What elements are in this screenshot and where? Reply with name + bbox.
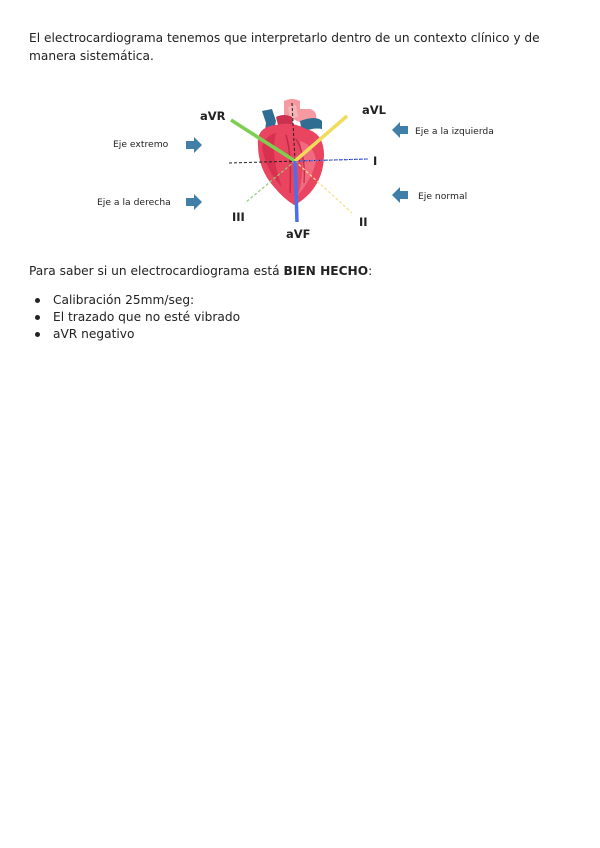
- arrow-left-icon: [392, 187, 408, 203]
- checklist-title-suffix: :: [368, 264, 373, 278]
- heart-illustration: [258, 99, 324, 205]
- list-item-text: El trazado que no esté vibrado: [53, 310, 241, 324]
- list-item-text: aVR negativo: [53, 327, 135, 341]
- bullet-icon: [35, 298, 40, 303]
- intro-paragraph: El electrocardiograma tenemos que interpretarlo dentro de un contexto clínico y de manera sistemática.: [29, 31, 540, 63]
- lead-label-avf: aVF: [286, 227, 311, 241]
- lead-label-avl: aVL: [362, 103, 386, 117]
- list-item: [29, 309, 240, 326]
- axis-note-extreme: Eje extremo: [113, 139, 169, 150]
- arrow-right-icon: [186, 137, 202, 153]
- bullet-icon: [35, 332, 40, 337]
- lead-label-ii: II: [359, 215, 368, 229]
- checklist-title-bold: BIEN HECHO: [283, 264, 369, 278]
- checklist-title-prefix: Para saber si un electrocardiograma está: [29, 264, 284, 278]
- checklist: [29, 292, 240, 343]
- checklist-title: [29, 262, 372, 280]
- ecg-axis-diagram: [0, 95, 600, 245]
- axis-note-right: Eje a la derecha: [97, 197, 171, 208]
- lead-label-iii: III: [232, 210, 245, 224]
- arrow-left-icon: [392, 122, 408, 138]
- list-item-text: Calibración 25mm/seg:: [53, 293, 195, 307]
- list-item: [29, 326, 240, 343]
- ecg-axis-figure: [0, 95, 600, 245]
- lead-label-i: I: [373, 154, 378, 168]
- bullet-icon: [35, 315, 40, 320]
- lead-label-avr: aVR: [200, 109, 226, 123]
- arrow-right-icon: [186, 194, 202, 210]
- lead-avf-line: [295, 161, 297, 222]
- axis-note-normal: Eje normal: [418, 191, 468, 202]
- list-item: [29, 292, 240, 309]
- axis-note-left: Eje a la izquierda: [415, 126, 494, 137]
